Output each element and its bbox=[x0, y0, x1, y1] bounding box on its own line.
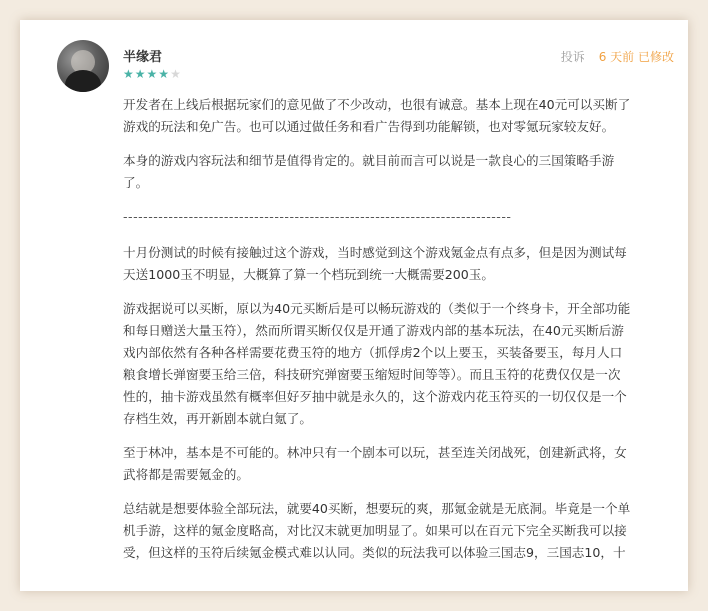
review-text-line: 游戏的玩法和免广告。也可以通过做任务和看广告得到功能解锁，也对零氪玩家较友好。 bbox=[123, 119, 615, 134]
review-text-line: 存档生效，再开新剧本就白氪了。 bbox=[123, 411, 312, 426]
star-filled-icon: ★ bbox=[146, 67, 159, 81]
review-text-line: 了。 bbox=[123, 175, 149, 190]
review-text-line: 武将都是需要氪金的。 bbox=[123, 467, 249, 482]
rating-stars bbox=[123, 67, 182, 81]
review-paragraph bbox=[123, 150, 688, 194]
star-empty-icon: ★ bbox=[170, 67, 182, 81]
review-text-line: 和每日赠送大量玉符），然而所谓买断仅仅是开通了游戏内部的基本玩法，在40元买断后游 bbox=[123, 323, 624, 338]
review-text-line: 受，但这样的玉符后续氪金模式难以认同。类似的玩法我可以体验三国志9，三国志10，十 bbox=[123, 545, 626, 560]
review-paragraph bbox=[123, 94, 688, 138]
review-text-line: 粮食增长弹窗要玉给三倍，科技研究弹窗要玉缩短时间等等）。而且玉符的花费仅仅是一次 bbox=[123, 367, 621, 382]
review-paragraph bbox=[123, 206, 688, 228]
review-text-line: 天送1000玉不明显，大概算了算一个档玩到统一大概需要200玉。 bbox=[123, 267, 494, 282]
review-text-line: 总结就是想要体验全部玩法，就要40买断，想要玩的爽，那氪金就是无底洞。毕竟是一个单 bbox=[123, 501, 631, 516]
star-filled-icon: ★ bbox=[134, 67, 147, 81]
review-text-line: 至于林冲，基本是不可能的。林冲只有一个剧本可以玩，甚至连关闭战死，创建新武将，女 bbox=[123, 445, 627, 460]
review-text-line: 机手游，这样的氪金度略高，对比汉末就更加明显了。如果可以在百元下完全买断我可以接 bbox=[123, 523, 627, 538]
avatar-image-body bbox=[65, 70, 101, 92]
review-content bbox=[123, 94, 688, 576]
username[interactable]: 半缘君 bbox=[123, 50, 163, 65]
review-time: 6 天前 已修改 bbox=[598, 50, 674, 64]
review-paragraph bbox=[123, 498, 688, 564]
review-meta bbox=[561, 48, 674, 65]
review-paragraph bbox=[123, 298, 688, 430]
review-text-line: ----------------------------------------------------------------------------- bbox=[123, 209, 512, 224]
review-paragraph bbox=[123, 242, 688, 286]
review-text-line: 本身的游戏内容玩法和细节是值得肯定的。就目前而言可以说是一款良心的三国策略手游 bbox=[123, 153, 615, 168]
review-text-line: 开发者在上线后根据玩家们的意见做了不少改动，也很有诚意。基本上现在40元可以买断了 bbox=[123, 97, 631, 112]
review-text-line: 性的，抽卡游戏虽然有概率但好歹抽中就是永久的，这个游戏内花玉符买的一切仅仅是一个 bbox=[123, 389, 627, 404]
user-avatar[interactable] bbox=[57, 40, 109, 92]
review-text-line: 游戏据说可以买断，原以为40元买断后是可以畅玩游戏的（类似于一个终身卡，开全部功能 bbox=[123, 301, 631, 316]
star-filled-icon: ★ bbox=[158, 67, 171, 81]
review-text-line: 十月份测试的时候有接触过这个游戏，当时感觉到这个游戏氪金点有点多，但是因为测试每 bbox=[123, 245, 627, 260]
review-paragraph bbox=[123, 442, 688, 486]
review-text-line: 戏内部依然有各种各样需要花费玉符的地方（抓俘虏2个以上要玉，买装备要玉，每月人口 bbox=[123, 345, 623, 360]
star-filled-icon: ★ bbox=[123, 67, 135, 81]
report-link[interactable]: 投诉 bbox=[560, 50, 585, 64]
review-card bbox=[20, 20, 688, 591]
